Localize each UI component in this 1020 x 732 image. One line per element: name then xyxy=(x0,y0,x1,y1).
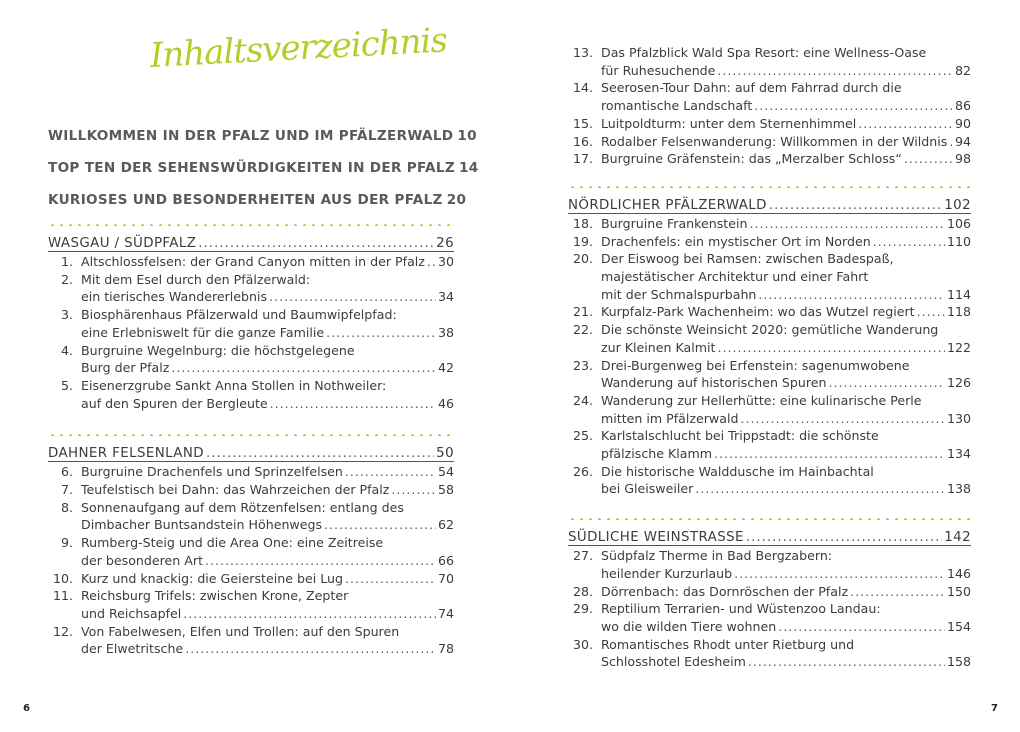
entry-text: Sonnenaufgang auf dem Rötzenfelsen: entlang des xyxy=(81,499,404,515)
entry-line xyxy=(568,62,971,80)
toc-entry xyxy=(568,79,971,114)
entry-line xyxy=(568,268,971,286)
entry-number: 22. xyxy=(572,322,593,338)
entry-line xyxy=(48,605,454,623)
entry-line xyxy=(568,286,971,304)
entry-line xyxy=(568,618,971,636)
page-number-left: 6 xyxy=(23,703,30,714)
entry-text: Dörrenbach: das Dornröschen der Pfalz xyxy=(601,583,849,599)
entry-text: Luitpoldturm: unter dem Sternenhimmel xyxy=(601,115,857,131)
dot-leader xyxy=(748,653,945,671)
entry-text: Kurz und knackig: die Geiersteine bei Lug xyxy=(81,570,343,586)
entry-line xyxy=(568,427,971,445)
toc-entry xyxy=(568,463,971,498)
dot-leader xyxy=(391,481,436,499)
dot-leader xyxy=(740,410,945,428)
entry-number: 9. xyxy=(60,535,73,551)
page-ref: 134 xyxy=(946,446,971,462)
toc-entry xyxy=(568,547,971,582)
toc-entry xyxy=(48,570,454,588)
page-ref: 94 xyxy=(954,133,971,149)
page-ref: 14 xyxy=(458,160,479,176)
entry-text: Rumberg-Steig und die Area One: eine Zeitreise xyxy=(81,535,384,551)
entry-line xyxy=(568,480,971,498)
entry-number: 11. xyxy=(52,588,73,604)
entry-text: Burg der Pfalz xyxy=(81,360,170,376)
right-column xyxy=(568,44,971,671)
heading-text: DAHNER FELSENLAND xyxy=(48,446,204,462)
page-ref: 106 xyxy=(946,215,971,231)
dot-leader xyxy=(873,233,945,251)
entry-text: Seerosen-Tour Dahn: auf dem Fahrrad durch die xyxy=(601,80,902,96)
dot-leader xyxy=(185,640,436,658)
entry-number: 20. xyxy=(572,251,593,267)
entry-line xyxy=(48,271,454,289)
entry-line xyxy=(568,79,971,97)
page-ref: 66 xyxy=(437,552,454,568)
entry-line xyxy=(568,463,971,481)
page-ref: 98 xyxy=(954,151,971,167)
dot-leader xyxy=(746,530,942,545)
entry-line xyxy=(568,410,971,428)
top-item-line xyxy=(48,160,479,176)
toc-entry xyxy=(568,133,971,151)
entry-text: Mit dem Esel durch den Pfälzerwald: xyxy=(81,271,311,287)
toc-entry xyxy=(568,583,971,601)
entry-number: 15. xyxy=(572,115,593,131)
dot-leader xyxy=(427,253,436,271)
entry-line xyxy=(568,445,971,463)
entry-number: 4. xyxy=(60,342,73,358)
page-ref: 54 xyxy=(437,464,454,480)
entry-text: bei Gleisweiler xyxy=(601,481,694,497)
dot-leader xyxy=(734,565,945,583)
page-ref: 34 xyxy=(437,289,454,305)
page-ref: 126 xyxy=(946,375,971,391)
page-ref: 58 xyxy=(437,482,454,498)
dot-leader xyxy=(695,480,945,498)
entry-text: mit der Schmalspurbahn xyxy=(601,286,757,302)
page-ref: 30 xyxy=(437,254,454,269)
dot-leader xyxy=(269,288,436,306)
entry-text: Karlstalschlucht bei Trippstadt: die schönste xyxy=(601,428,879,444)
section-heading xyxy=(568,530,971,546)
page-ref: 142 xyxy=(944,530,971,546)
section-heading xyxy=(568,198,971,214)
page-ref: 10 xyxy=(457,128,477,144)
entry-number: 30. xyxy=(572,636,593,652)
dot-leader xyxy=(769,198,942,213)
dot-leader xyxy=(904,150,953,168)
toc-entry xyxy=(568,215,971,233)
entry-number: 14. xyxy=(572,80,593,96)
entry-line xyxy=(48,570,454,588)
toc-entry xyxy=(568,233,971,251)
heading-text: WASGAU / SÜDPFALZ xyxy=(48,236,197,251)
entry-line xyxy=(48,342,454,360)
toc-title: Inhaltsverzeichnis xyxy=(148,20,448,76)
entry-line xyxy=(568,150,971,168)
entry-text: Burgruine Gräfenstein: das „Merzalber Schloss“ xyxy=(601,151,902,167)
heading-text: SÜDLICHE WEINSTRASSE xyxy=(568,530,744,546)
page-ref: 62 xyxy=(437,517,454,533)
entry-text: Die schönste Weinsicht 2020: gemütliche Wanderung xyxy=(601,322,939,338)
entry-text: und Reichsapfel xyxy=(81,605,182,621)
entry-number: 27. xyxy=(572,548,593,564)
entry-text: Biosphärenhaus Pfälzerwald und Baumwipfelpfad: xyxy=(81,307,397,323)
toc-entry xyxy=(48,253,454,271)
toc-entry xyxy=(568,303,971,321)
page-ref: 154 xyxy=(946,618,971,634)
page-ref: 118 xyxy=(946,304,971,320)
entry-text: Wanderung auf historischen Spuren xyxy=(601,375,827,391)
dot-leader xyxy=(326,324,436,342)
entry-line xyxy=(568,133,971,151)
page-ref: 74 xyxy=(437,605,454,621)
entry-text: auf den Spuren der Bergleute xyxy=(81,395,268,411)
entry-line xyxy=(568,97,971,115)
toc-entry xyxy=(48,499,454,534)
top-item-text: KURIOSES UND BESONDERHEITEN AUS DER PFALZ xyxy=(48,192,443,208)
entry-text: Südpfalz Therme in Bad Bergzabern: xyxy=(601,548,833,564)
entry-line xyxy=(48,253,454,271)
entry-text: der Elwetritsche xyxy=(81,641,184,657)
entry-text: Burgruine Wegelnburg: die höchstgelegene xyxy=(81,342,355,358)
entry-text: Reichsburg Trifels: zwischen Krone, Zepter xyxy=(81,588,349,604)
entry-text: romantische Landschaft xyxy=(601,98,753,114)
entry-text: eine Erlebniswelt für die ganze Familie xyxy=(81,324,325,340)
page-ref: 114 xyxy=(946,286,971,302)
toc-entry xyxy=(568,115,971,133)
dot-leader xyxy=(198,236,434,251)
top-item-line xyxy=(48,128,477,144)
section-continued xyxy=(568,44,971,168)
toc-entry xyxy=(568,321,971,356)
page-ref: 70 xyxy=(437,570,454,586)
toc-entry xyxy=(568,44,971,79)
entry-number: 1. xyxy=(60,254,73,269)
entry-text: Eisenerzgrube Sankt Anna Stollen in Nothweiler: xyxy=(81,377,387,393)
dot-leader xyxy=(183,605,436,623)
page-ref: 110 xyxy=(946,233,971,249)
entry-line xyxy=(568,339,971,357)
entry-text: Schlosshotel Edesheim xyxy=(601,654,746,670)
dot-leader xyxy=(749,215,944,233)
entry-line xyxy=(568,583,971,601)
toc-entry xyxy=(48,271,454,306)
entry-text: zur Kleinen Kalmit xyxy=(601,339,716,355)
page-ref: 146 xyxy=(946,565,971,581)
entry-line xyxy=(568,233,971,251)
dot-leader xyxy=(758,286,945,304)
page-ref: 130 xyxy=(946,410,971,426)
toc-entry xyxy=(48,377,454,412)
section-heading xyxy=(48,236,454,252)
dot-leader xyxy=(345,570,436,588)
entry-number: 26. xyxy=(572,463,593,479)
heading-line xyxy=(568,198,971,213)
page-ref: 38 xyxy=(437,324,454,340)
heading-line xyxy=(48,446,454,461)
entry-number: 16. xyxy=(572,133,593,149)
entry-text: der besonderen Art xyxy=(81,552,204,568)
toc-entry xyxy=(568,250,971,303)
entry-number: 10. xyxy=(52,570,73,586)
dot-leader xyxy=(324,516,436,534)
dot-leader xyxy=(917,303,945,321)
entry-number: 24. xyxy=(572,392,593,408)
toc-entry xyxy=(568,150,971,168)
entry-text: mitten im Pfälzerwald xyxy=(601,410,739,426)
entry-line xyxy=(48,359,454,377)
entry-number: 5. xyxy=(60,377,73,393)
entry-number: 29. xyxy=(572,601,593,617)
dot-leader xyxy=(717,339,945,357)
entry-line xyxy=(48,481,454,499)
page-ref: 150 xyxy=(946,583,971,599)
entry-text: Drei-Burgenweg bei Erfenstein: sagenumwobene xyxy=(601,357,910,373)
heading-line xyxy=(48,236,454,251)
entry-line xyxy=(568,374,971,392)
entry-text: heilender Kurzurlaub xyxy=(601,565,733,581)
dot-leader xyxy=(270,395,436,413)
entry-text: Rodalber Felsenwanderung: Willkommen in der Wildnis xyxy=(601,133,948,149)
entry-number: 23. xyxy=(572,357,593,373)
dot-leader xyxy=(206,446,434,461)
page-ref: 122 xyxy=(946,339,971,355)
entry-text: für Ruhesuchende xyxy=(601,62,716,78)
right-page xyxy=(510,0,1020,732)
section-heading xyxy=(48,446,454,462)
dot-leader xyxy=(205,552,436,570)
page-ref: 82 xyxy=(954,62,971,78)
page-ref: 78 xyxy=(437,641,454,657)
entry-line xyxy=(568,250,971,268)
entry-line xyxy=(568,44,971,62)
entry-text: Das Pfalzblick Wald Spa Resort: eine Wellness-Oase xyxy=(601,45,927,60)
dot-leader xyxy=(858,115,953,133)
entry-line xyxy=(48,623,454,641)
toc-entry xyxy=(48,481,454,499)
toc-entry xyxy=(48,534,454,569)
entry-number: 21. xyxy=(572,304,593,320)
entry-text: Wanderung zur Hellerhütte: eine kulinarische Perle xyxy=(601,392,922,408)
page-ref: 42 xyxy=(437,360,454,376)
entry-number: 12. xyxy=(52,623,73,639)
dotted-divider xyxy=(48,434,454,436)
entry-line xyxy=(48,534,454,552)
entry-line xyxy=(48,463,454,481)
entry-number: 2. xyxy=(60,271,73,287)
entry-line xyxy=(48,552,454,570)
entry-text: Drachenfels: ein mystischer Ort im Norden xyxy=(601,233,871,249)
entry-line xyxy=(568,636,971,654)
dot-leader xyxy=(754,97,953,115)
page-number-right: 7 xyxy=(991,703,998,714)
toc-entry xyxy=(568,636,971,671)
page-ref: 102 xyxy=(944,197,971,213)
top-items xyxy=(48,128,479,208)
entry-text: Reptilium Terrarien- und Wüstenzoo Landau: xyxy=(601,601,881,617)
entry-line xyxy=(568,565,971,583)
top-item-text: TOP TEN DER SEHENSWÜRDIGKEITEN IN DER PFALZ xyxy=(48,160,455,176)
left-column xyxy=(48,128,479,658)
entry-line xyxy=(48,499,454,517)
entry-line xyxy=(48,516,454,534)
top-item xyxy=(48,128,477,144)
dot-leader xyxy=(171,359,436,377)
dotted-divider xyxy=(568,518,971,520)
page-ref: 86 xyxy=(954,98,971,114)
page-ref: 26 xyxy=(436,236,454,251)
toc-entry xyxy=(48,342,454,377)
entry-line xyxy=(48,587,454,605)
top-item-text: WILLKOMMEN IN DER PFALZ UND IM PFÄLZERWALD xyxy=(48,128,454,144)
top-item xyxy=(48,160,479,176)
entry-number: 3. xyxy=(60,307,73,323)
entry-text: majestätischer Architektur und einer Fahrt xyxy=(601,269,869,285)
entry-text: ein tierisches Wandererlebnis xyxy=(81,289,268,305)
entry-text: Teufelstisch bei Dahn: das Wahrzeichen der Pfalz xyxy=(81,482,390,498)
page-ref: 138 xyxy=(946,481,971,497)
section-suedliche-weinstrasse xyxy=(568,518,971,671)
entry-line xyxy=(568,392,971,410)
entry-number: 19. xyxy=(572,233,593,249)
entry-number: 8. xyxy=(60,499,73,515)
entry-line xyxy=(568,303,971,321)
entry-line xyxy=(48,395,454,413)
toc-entry xyxy=(48,623,454,658)
entry-line xyxy=(48,324,454,342)
entry-number: 17. xyxy=(572,151,593,167)
dot-leader xyxy=(717,62,953,80)
toc-entry xyxy=(568,357,971,392)
toc-entry xyxy=(568,600,971,635)
toc-entry xyxy=(568,392,971,427)
entry-text: wo die wilden Tiere wohnen xyxy=(601,618,777,634)
entry-line xyxy=(568,115,971,133)
toc-entry xyxy=(48,587,454,622)
section-dahner-felsenland xyxy=(48,434,454,658)
entry-text: Burgruine Drachenfels und Sprinzelfelsen xyxy=(81,464,343,480)
heading-text: NÖRDLICHER PFÄLZERWALD xyxy=(568,197,767,213)
entry-text: Der Eiswoog bei Ramsen: zwischen Badespaß, xyxy=(601,251,894,267)
dot-leader xyxy=(345,463,436,481)
heading-line xyxy=(568,530,971,545)
entry-line xyxy=(568,357,971,375)
page-ref: 20 xyxy=(446,192,467,208)
entry-number: 13. xyxy=(572,45,593,60)
entry-line xyxy=(568,600,971,618)
entry-line xyxy=(48,377,454,395)
page-ref: 50 xyxy=(436,446,454,462)
entry-line xyxy=(48,640,454,658)
section-noerdlicher-pfaelzerwald xyxy=(568,186,971,498)
dotted-divider xyxy=(568,186,971,188)
page-ref: 90 xyxy=(954,115,971,131)
entry-number: 18. xyxy=(572,215,593,231)
entry-line xyxy=(48,306,454,324)
dot-leader xyxy=(714,445,945,463)
entry-line xyxy=(568,215,971,233)
dot-leader xyxy=(829,374,945,392)
dot-leader xyxy=(949,133,953,151)
section-wasgau xyxy=(48,224,454,412)
entry-number: 6. xyxy=(60,464,73,480)
toc-entry xyxy=(48,463,454,481)
entry-text: Von Fabelwesen, Elfen und Trollen: auf den Spuren xyxy=(81,623,400,639)
entry-line xyxy=(568,321,971,339)
page-ref: 46 xyxy=(437,395,454,411)
entry-text: Burgruine Frankenstein xyxy=(601,215,748,231)
top-item xyxy=(48,192,467,208)
top-item-line xyxy=(48,192,467,208)
dot-leader xyxy=(850,583,945,601)
entry-text: Altschlossfelsen: der Grand Canyon mitten in der Pfalz xyxy=(81,254,425,269)
entry-text: Romantisches Rhodt unter Rietburg und xyxy=(601,636,855,652)
entry-text: pfälzische Klamm xyxy=(601,446,712,462)
entry-text: Kurpfalz-Park Wachenheim: wo das Wutzel regiert xyxy=(601,304,915,320)
toc-entry xyxy=(568,427,971,462)
entry-line xyxy=(568,653,971,671)
entry-number: 28. xyxy=(572,583,593,599)
toc-entry xyxy=(48,306,454,341)
dotted-divider xyxy=(48,224,454,226)
dot-leader xyxy=(778,618,945,636)
entry-number: 7. xyxy=(60,482,73,498)
page-ref: 158 xyxy=(946,654,971,670)
entry-line xyxy=(568,547,971,565)
entry-text: Dimbacher Buntsandstein Höhenwegs xyxy=(81,517,323,533)
entry-number: 25. xyxy=(572,428,593,444)
entry-text: Die historische Walddusche im Hainbachtal xyxy=(601,463,874,479)
entry-line xyxy=(48,288,454,306)
